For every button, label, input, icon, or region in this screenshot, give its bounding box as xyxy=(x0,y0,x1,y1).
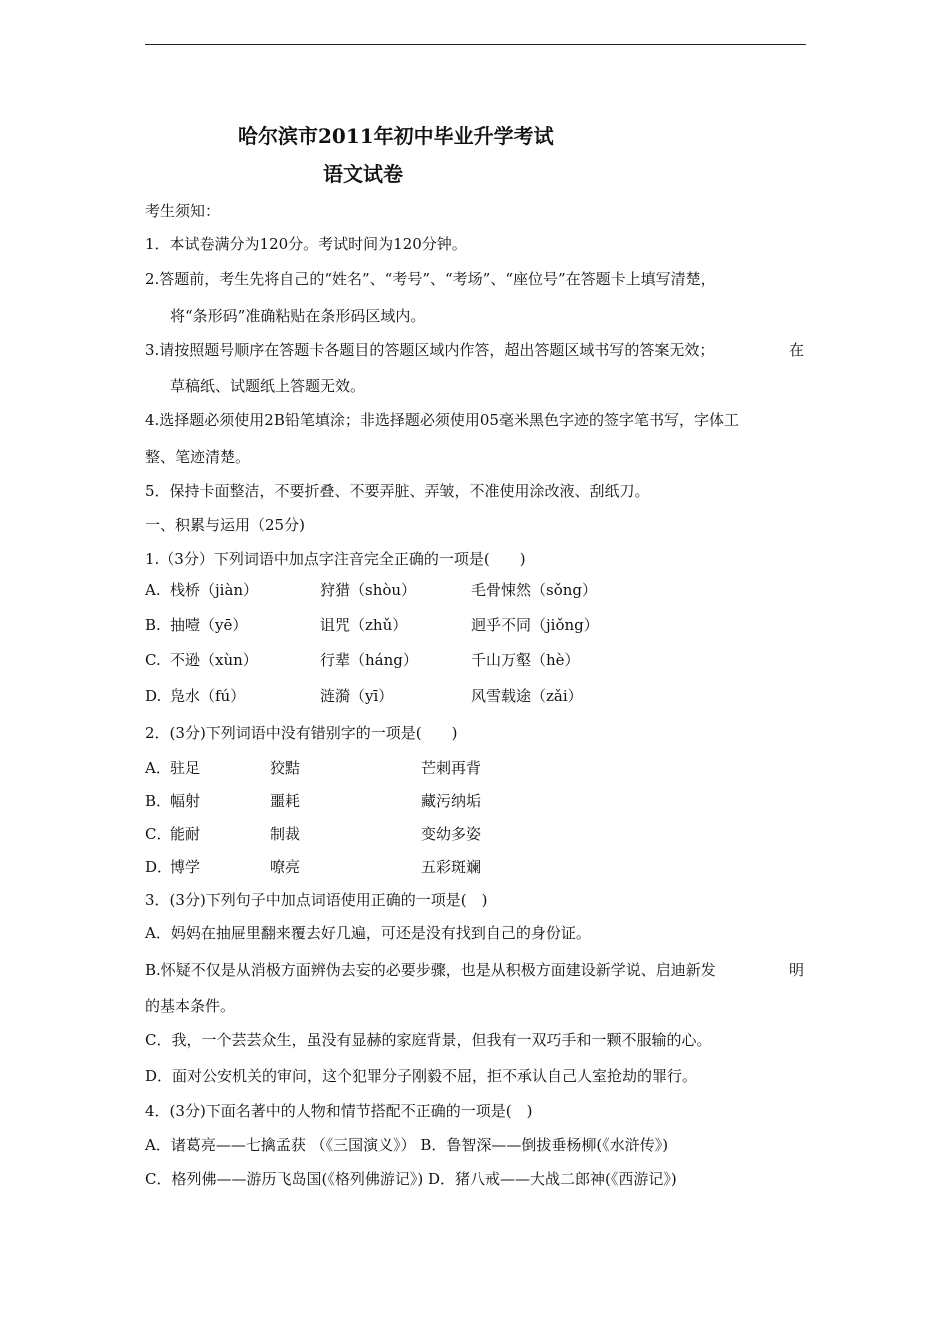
option-word: 制裁 xyxy=(270,825,301,843)
option-word: 涟漪（yī） xyxy=(320,687,394,705)
question-3-option-b-cont: 的基本条件。 xyxy=(145,997,236,1015)
option-word: 千山万壑（hè） xyxy=(471,651,580,669)
option-label: C． xyxy=(145,825,172,843)
question-4-options-cd: C．格列佛——游历飞岛国(《格列佛游记》) D．猪八戒——大战二郎神(《西游记》) xyxy=(145,1170,677,1188)
notice-item-4-cont: 整、笔迹清楚。 xyxy=(145,448,251,466)
notice-item-3: 3.请按照题号顺序在答题卡各题目的答题区域内作答，超出答题区域书写的答案无效； xyxy=(145,341,715,359)
option-word: 行辈（háng） xyxy=(320,651,418,669)
question-1-stem: 1.（3分）下列词语中加点字注音完全正确的一项是( ) xyxy=(145,550,526,568)
option-word: 五彩斑斓 xyxy=(421,858,482,876)
question-4-options-ab: A．诸葛亮——七擒孟获 （《三国演义》） B．鲁智深——倒拔垂杨柳(《水浒传》) xyxy=(145,1136,669,1154)
option-word: 迥乎不同（jiǒng） xyxy=(471,616,599,634)
notice-item-5: 5．保持卡面整洁，不要折叠、不要弄脏、弄皱，不准使用涂改液、刮纸刀。 xyxy=(145,482,650,500)
option-word: 驻足 xyxy=(170,759,201,777)
option-word: 抽噎（yē） xyxy=(170,616,248,634)
option-word: 毛骨悚然（sǒng） xyxy=(471,581,597,599)
option-word: 栈桥（jiàn） xyxy=(170,581,259,599)
notice-item-2-cont: 将“条形码”准确粘贴在条形码区域内。 xyxy=(170,307,426,325)
option-word: 凫水（fú） xyxy=(170,687,246,705)
option-word: 博学 xyxy=(170,858,201,876)
option-label: A． xyxy=(145,759,171,777)
question-3-option-a: A．妈妈在抽屉里翻来覆去好几遍，可还是没有找到自己的身份证。 xyxy=(145,924,591,942)
page-subtitle: 语文试卷 xyxy=(323,162,403,186)
option-word: 噩耗 xyxy=(270,792,301,810)
notice-item-1: 1．本试卷满分为120分。考试时间为120分钟。 xyxy=(145,235,467,253)
option-word: 狡黠 xyxy=(270,759,301,777)
option-word: 嘹亮 xyxy=(270,858,301,876)
option-label: B． xyxy=(145,792,172,810)
option-word: 芒刺再背 xyxy=(421,759,482,777)
notice-item-3-cont: 草稿纸、试题纸上答题无效。 xyxy=(170,377,366,395)
page-title: 哈尔滨市2011年初中毕业升学考试 xyxy=(238,124,554,148)
notice-item-2: 2.答题前，考生先将自己的“姓名”、“考号”、“考场”、“座位号”在答题卡上填写清楚， xyxy=(145,270,716,288)
question-3-option-c: C．我，一个芸芸众生，虽没有显赫的家庭背景，但我有一双巧手和一颗不服输的心。 xyxy=(145,1031,712,1049)
option-label: D． xyxy=(145,858,173,876)
option-word: 变幼多姿 xyxy=(421,825,482,843)
option-word: 藏污纳垢 xyxy=(421,792,482,810)
option-word: 不逊（xùn） xyxy=(170,651,258,669)
header-rule xyxy=(145,44,806,45)
section-heading: 一、积累与运用（25分) xyxy=(145,516,305,534)
question-3-option-b: B.怀疑不仅是从消极方面辨伪去妄的必要步骤，也是从积极方面建设新学说、启迪新发 xyxy=(145,961,716,979)
option-word: 诅咒（zhǔ） xyxy=(320,616,408,634)
question-3-option-d: D．面对公安机关的审问，这个犯罪分子刚毅不屈，拒不承认自己人室抢劫的罪行。 xyxy=(145,1067,698,1085)
option-word: 能耐 xyxy=(170,825,201,843)
option-word: 幅射 xyxy=(170,792,201,810)
question-4-stem: 4．(3分)下面名著中的人物和情节搭配不正确的一项是( ) xyxy=(145,1102,533,1120)
question-2-stem: 2．(3分)下列词语中没有错别字的一项是( ) xyxy=(145,724,458,742)
notice-item-4: 4.选择题必须使用2B铅笔填涂；非选择题必须使用05毫米黑色字迹的签字笔书写，字体工 xyxy=(145,411,739,429)
notice-item-3-tail: 在 xyxy=(789,341,805,359)
option-label: C. xyxy=(145,651,161,669)
question-3-option-b-tail: 明 xyxy=(789,961,805,979)
option-label: A. xyxy=(145,581,161,599)
option-word: 风雪载途（zǎi） xyxy=(471,687,583,705)
option-label: D. xyxy=(145,687,162,705)
notice-heading: 考生须知： xyxy=(145,202,221,220)
question-3-stem: 3．(3分)下列句子中加点词语使用正确的一项是( ) xyxy=(145,891,488,909)
option-word: 狩猎（shòu） xyxy=(320,581,417,599)
option-label: B. xyxy=(145,616,161,634)
